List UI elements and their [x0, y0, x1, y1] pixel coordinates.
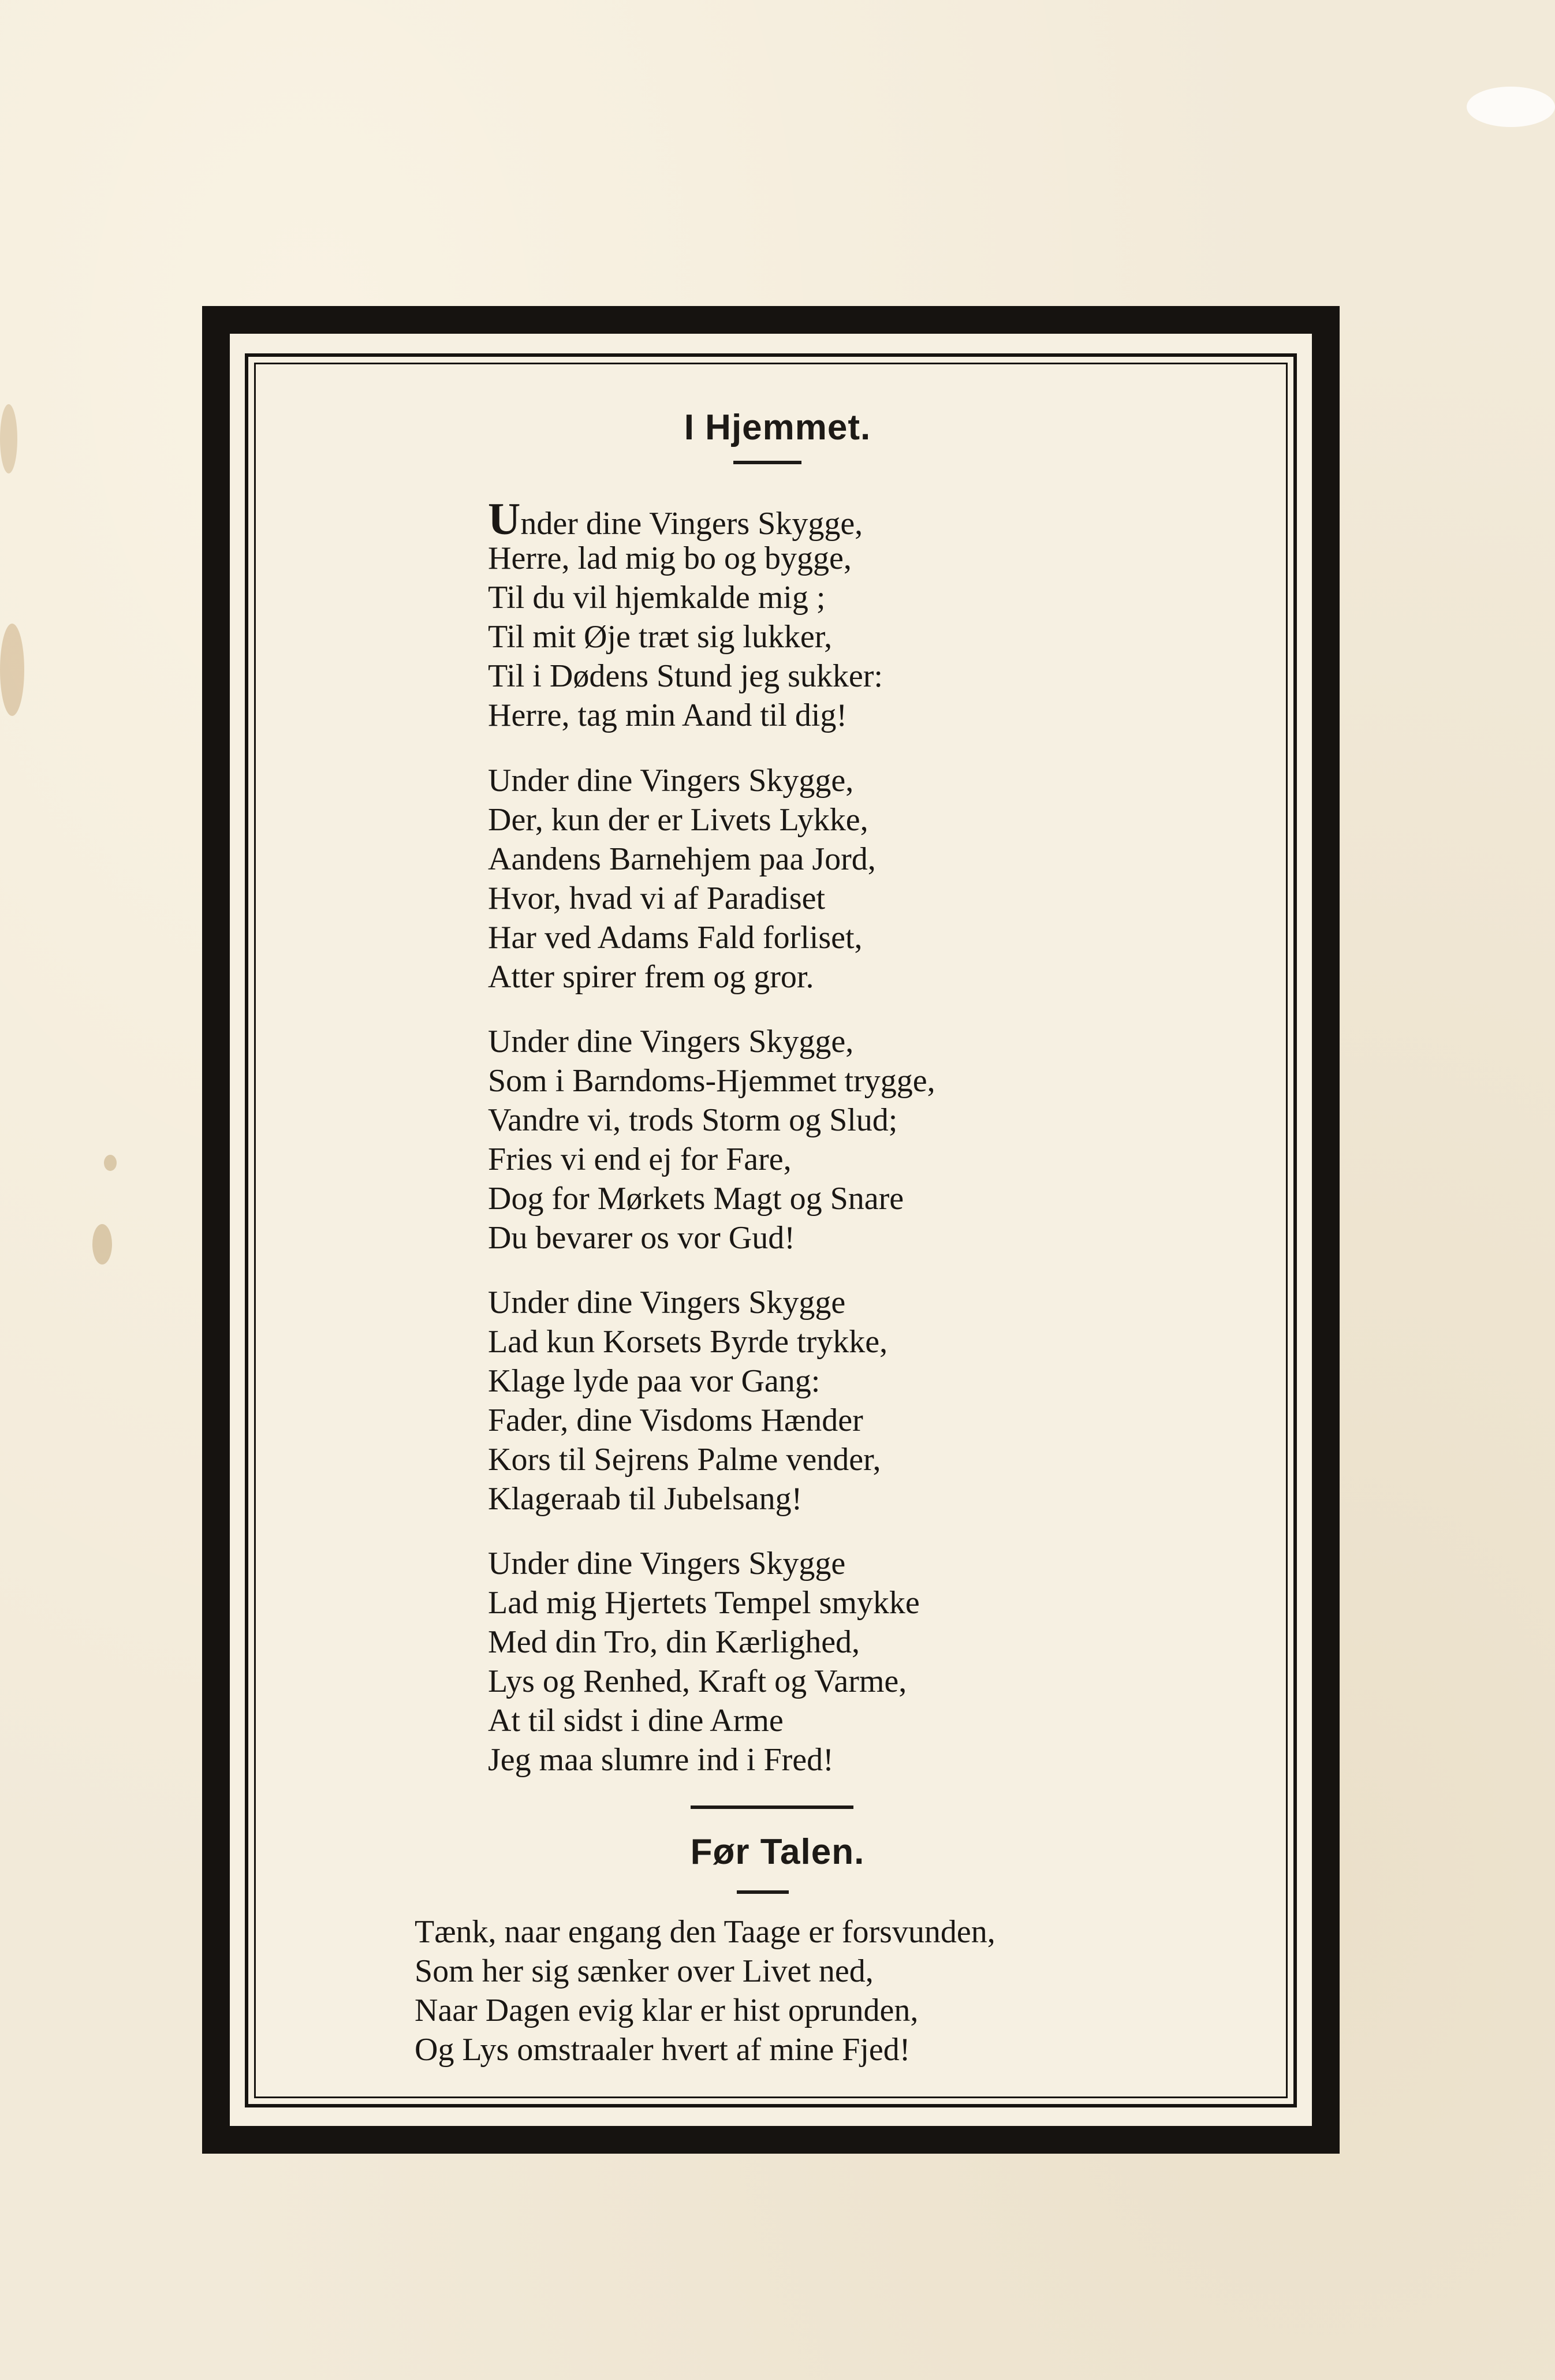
poem-line-rest: nder dine Vingers Skygge,	[520, 506, 863, 542]
closing-stanza	[415, 1912, 1281, 2069]
poem-line: Jeg maa slumre ind i Fred!	[488, 1742, 834, 1778]
poem-line: Dog for Mørkets Magt og Snare	[488, 1181, 904, 1217]
poem-line: Lad kun Korsets Byrde trykke,	[488, 1324, 888, 1360]
poem-line: Med din Tro, din Kærlighed,	[488, 1624, 860, 1660]
poem-line: Under dine Vingers Skygge	[488, 1285, 846, 1320]
drop-cap: U	[488, 494, 521, 544]
stanza	[488, 1544, 1296, 1780]
poem-line: Atter spirer frem og gror.	[488, 959, 814, 995]
poem-line: Der, kun der er Livets Lykke,	[488, 802, 868, 838]
poem-line: Under dine Vingers Skygge,	[488, 1024, 854, 1060]
poem-line: Og Lys omstraaler hvert af mine Fjed!	[415, 2032, 911, 2068]
poem-line: At til sidst i dine Arme	[488, 1703, 784, 1739]
poem-line: Du bevarer os vor Gud!	[488, 1220, 795, 1256]
stanza	[488, 494, 1296, 735]
poem-line: Herre, tag min Aand til dig!	[488, 697, 848, 733]
stanza	[488, 761, 1296, 997]
poem-line: Hvor, hvad vi af Paradiset	[488, 881, 826, 916]
stain	[92, 1224, 112, 1264]
poem-line: Klageraab til Jubelsang!	[488, 1481, 803, 1517]
stanza	[488, 1022, 1296, 1258]
section-divider	[691, 1805, 853, 1809]
stanza	[488, 1283, 1296, 1519]
poem-line: Til du vil hjemkalde mig ;	[488, 580, 826, 615]
section-title: Før Talen.	[690, 1832, 865, 1872]
poem-line: Tænk, naar engang den Taage er forsvunden,	[415, 1914, 995, 1950]
poem-line: Klage lyde paa vor Gang:	[488, 1363, 821, 1399]
stain	[0, 624, 24, 716]
poem-line	[488, 494, 1296, 544]
poem-line: Som her sig sænker over Livet ned,	[415, 1953, 874, 1989]
poem-line: Til mit Øje træt sig lukker,	[488, 619, 833, 655]
poem-line: Herre, lad mig bo og bygge,	[488, 540, 852, 576]
poem-line: Fader, dine Visdoms Hænder	[488, 1402, 863, 1438]
poem-line: Til i Dødens Stund jeg sukker:	[488, 658, 883, 694]
poem-line: Fries vi end ej for Fare,	[488, 1141, 792, 1177]
poem-line: Vandre vi, trods Storm og Slud;	[488, 1102, 898, 1138]
stain	[1467, 87, 1555, 127]
poem-line: Som i Barndoms-Hjemmet trygge,	[488, 1063, 935, 1099]
poem-title: I Hjemmet.	[684, 408, 871, 447]
poem-line: Aandens Barnehjem paa Jord,	[488, 841, 876, 877]
poem-line: Under dine Vingers Skygge,	[488, 763, 854, 799]
poem-line: Lys og Renhed, Kraft og Varme,	[488, 1663, 907, 1699]
poem-line: Kors til Sejrens Palme vender,	[488, 1442, 881, 1478]
poem-line: Under dine Vingers Skygge	[488, 1546, 846, 1581]
poem-line: Naar Dagen evig klar er hist oprunden,	[415, 1993, 919, 2028]
poem-line: Har ved Adams Fald forliset,	[488, 920, 863, 956]
stain	[104, 1155, 117, 1171]
title-dash	[733, 461, 801, 464]
title-dash	[737, 1890, 789, 1894]
poem-line: Lad mig Hjertets Tempel smykke	[488, 1585, 920, 1621]
